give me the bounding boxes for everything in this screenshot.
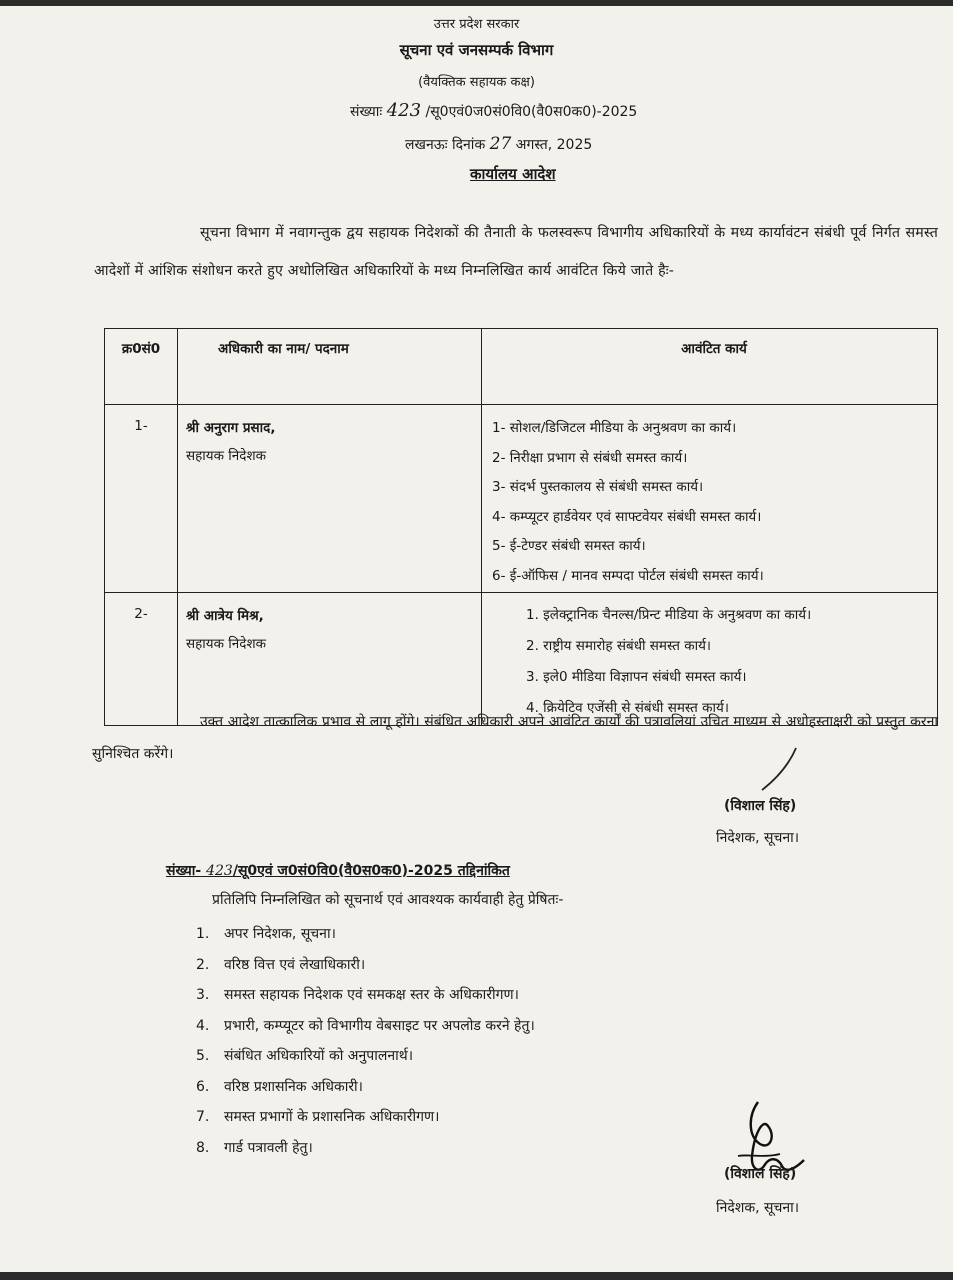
task-list xyxy=(492,414,936,591)
allocation-table xyxy=(104,328,938,726)
date-day: 27 xyxy=(489,134,512,154)
list-item: 8. गार्ड पत्रावली हेतु। xyxy=(196,1139,313,1156)
document-page xyxy=(0,6,953,1272)
task-item: 1- सोशल/डिजिटल मीडिया के अनुश्रवण का कार्य। xyxy=(492,420,737,436)
date-suffix: अगस्त, 2025 xyxy=(515,137,593,153)
signatory-name: (विशाल सिंह) xyxy=(724,798,797,814)
body-paragraph: सूचना विभाग में नवागन्तुक द्वय सहायक निदेशकों की तैनाती के फलस्वरूप विभागीय अधिकारियों के मध्य कार्यावंटन संबंधी पूर्व निर्गत समस्त आदेशों में आंशिक संशोधन करते हुए अधोलिखित अधिकारियों के मध्य निम्नलिखित कार्य आवंटित किये जाते हैः- xyxy=(94,225,938,279)
signatory-designation: निदेशक, सूचना। xyxy=(716,830,800,846)
signatory-name: (विशाल सिंह) xyxy=(724,1166,797,1182)
task-item: 2- निरीक्षा प्रभाग से संबंधी समस्त कार्य। xyxy=(492,449,688,466)
list-item: 1. अपर निदेशक, सूचना। xyxy=(196,926,336,942)
list-item: 6. वरिष्ठ प्रशासनिक अधिकारी। xyxy=(196,1078,363,1095)
date-prefix: लखनऊः दिनांक xyxy=(405,137,486,153)
task-item: 3- संदर्भ पुस्तकालय से संबंधी समस्त कार्य। xyxy=(492,479,704,495)
row-serial: 2- xyxy=(134,606,148,622)
copy-ref-number: 423 xyxy=(206,863,233,879)
copy-ref-suffix: /सू0एवं ज0सं0वि0(वै0स0क0)-2025 तद्दिनांकित xyxy=(232,863,510,879)
signature-stroke-icon xyxy=(752,744,802,794)
table-row xyxy=(105,405,938,593)
closing-paragraph: उक्त आदेश तात्कालिक प्रभाव से लागू होंगे। संबंधित अधिकारी अपने आवंटित कार्यों की पत्रावलियां उचित माध्यम से अधोहस्ताक्षरी को प्रस्तुत करना सुनिश्चित करेंगे। xyxy=(92,714,938,762)
order-title: कार्यालय आदेश xyxy=(470,165,556,183)
row-serial: 1- xyxy=(134,418,148,434)
copy-intro: प्रतिलिपि निम्नलिखित को सूचनार्थ एवं आवश्यक कार्यवाही हेतु प्रेषितः- xyxy=(212,892,564,908)
officer-name: श्री आत्रेय मिश्र, xyxy=(186,608,264,624)
copy-ref-prefix: संख्या- xyxy=(166,863,202,879)
signatory-designation: निदेशक, सूचना। xyxy=(716,1200,800,1216)
issue-date xyxy=(405,134,592,154)
ref-suffix: /सू0एवं0ज0सं0वि0(वै0स0क0)-2025 xyxy=(425,104,638,120)
reference-number xyxy=(350,100,637,121)
department-name: सूचना एवं जनसम्पर्क विभाग xyxy=(399,41,554,59)
section-name: (वैयक्तिक सहायक कक्ष) xyxy=(418,75,535,90)
ref-prefix: संख्याः xyxy=(350,104,383,120)
task-item: 4. क्रियेटिव एजेंसी से संबंधी समस्त कार्य। xyxy=(526,700,729,716)
recipient-list xyxy=(196,919,535,1163)
list-item: 2. वरिष्ठ वित्त एवं लेखाधिकारी। xyxy=(196,956,366,973)
list-item: 7. समस्त प्रभागों के प्रशासनिक अधिकारीगण। xyxy=(196,1109,440,1125)
list-item: 3. समस्त सहायक निदेशक एवं समकक्ष स्तर के अधिकारीगण। xyxy=(196,987,519,1003)
header-tasks: आवंटित कार्य xyxy=(482,329,938,405)
header-serial: क्र0सं0 xyxy=(105,329,178,405)
task-item: 6- ई-ऑफिस / मानव सम्पदा पोर्टल संबंधी समस्त कार्य। xyxy=(492,567,764,584)
officer-designation: सहायक निदेशक xyxy=(186,636,266,652)
government-name: उत्तर प्रदेश सरकार xyxy=(433,17,520,32)
ref-handwritten-number: 423 xyxy=(386,100,422,121)
task-item: 5- ई-टेण्डर संबंधी समस्त कार्य। xyxy=(492,538,646,554)
task-item: 2. राष्ट्रीय समारोह संबंधी समस्त कार्य। xyxy=(526,638,712,654)
officer-designation: सहायक निदेशक xyxy=(186,448,266,464)
list-item: 4. प्रभारी, कम्प्यूटर को विभागीय वेबसाइट पर अपलोड करने हेतु। xyxy=(196,1017,535,1034)
officer-name: श्री अनुराग प्रसाद, xyxy=(186,420,276,436)
task-item: 3. इले0 मीडिया विज्ञापन संबंधी समस्त कार्य। xyxy=(526,669,747,685)
list-item: 5. संबंधित अधिकारियों को अनुपालनार्थ। xyxy=(196,1048,413,1064)
task-item: 4- कम्प्यूटर हार्डवेयर एवं साफ्टवेयर संबंधी समस्त कार्य। xyxy=(492,508,762,525)
table-header-row xyxy=(105,329,938,405)
task-item: 1. इलेक्ट्रानिक चैनल्स/प्रिन्ट मीडिया के अनुश्रवण का कार्य। xyxy=(526,607,812,623)
header-officer: अधिकारी का नाम/ पदनाम xyxy=(178,329,482,405)
copy-reference xyxy=(166,861,510,880)
